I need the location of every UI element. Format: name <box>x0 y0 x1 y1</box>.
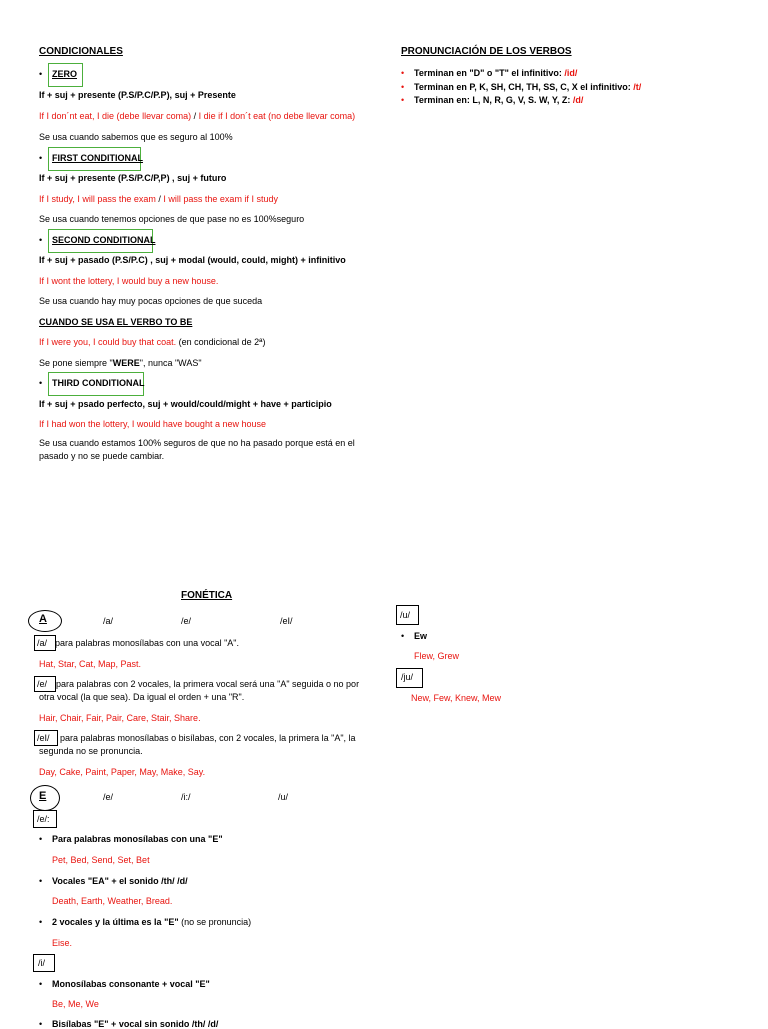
second-label: • SECOND CONDITIONAL <box>52 235 156 245</box>
first-example-a: If I study, I will pass the exam <box>39 194 156 204</box>
u-examples: Flew, Grew <box>414 651 460 661</box>
zero-rule: If + suj + presente (P.S/P.C/P.P), suj + Presente <box>39 90 236 100</box>
zero-example-sep: / <box>191 111 199 121</box>
pronunciacion-item-2 <box>414 82 641 92</box>
e-item-3-bold: 2 vocales y la última es la "E" <box>52 917 179 927</box>
e-tag: /e/ <box>37 679 48 689</box>
zero-example <box>39 111 355 121</box>
letter-e: E <box>39 790 47 802</box>
third-note: Se usa cuando estamos 100% seguros de que no ha pasado porque está en el pasado y no se puede cambiar. <box>39 438 355 461</box>
zero-note: Se usa cuando sabemos que es seguro al 100% <box>39 132 233 142</box>
ei-tag: /eI/ <box>37 733 50 743</box>
condicionales-title: CONDICIONALES <box>39 46 123 57</box>
pronunciacion-item-1-text: Terminan en "D" o "T" el infinitivo: <box>414 68 565 78</box>
first-label: • FIRST CONDITIONAL <box>52 153 143 163</box>
e-item-3-normal: (no se pronuncia) <box>178 917 252 927</box>
pronunciacion-item-2-sound: /t/ <box>633 82 642 92</box>
verb-to-be-example <box>39 337 265 347</box>
e-sound-3: /u/ <box>278 792 289 802</box>
verb-to-be-example-note: (en condicional de 2ª) <box>176 337 266 347</box>
a-sound-2: /e/ <box>181 616 192 626</box>
i-item-2: • Bisílabas "E" + vocal sin sonido /th/ /d/ <box>52 1019 218 1029</box>
i-item-1: • Monosílabas consonante + vocal "E" <box>52 979 210 989</box>
e-sound-1: /e/ <box>103 792 114 802</box>
a-tag: /a/ <box>37 638 48 648</box>
ju-tag: /ju/ <box>401 672 414 682</box>
e-item-2: • Vocales "EA" + el sonido /th/ /d/ <box>52 876 188 886</box>
e-item-1: • Para palabras monosílabas con una "E" <box>52 834 223 844</box>
fonetica-title: FONÉTICA <box>181 590 233 601</box>
verb-to-be-title: CUANDO SE USA EL VERBO TO BE <box>39 317 193 327</box>
e-item-3-examples: Eise. <box>52 938 73 948</box>
third-rule: If + suj + psado perfecto, suj + would/could/might + have + participio <box>39 399 332 409</box>
first-example-sep: / <box>155 194 164 204</box>
second-rule: If + suj + pasado (P.S/P.C) , suj + modal (would, could, might) + infinitivo <box>39 255 346 265</box>
verb-to-be-always-bold: WERE <box>112 358 140 368</box>
ei-examples: Day, Cake, Paint, Paper, May, Make, Say. <box>39 767 206 777</box>
u-item: • Ew <box>414 631 427 641</box>
e-item-2-examples: Death, Earth, Weather, Bread. <box>52 896 173 906</box>
verb-to-be-always-post: ", nunca "WAS" <box>139 358 202 368</box>
third-example: If I had won the lottery, I would have bought a new house <box>39 419 266 429</box>
verb-to-be-always-pre: Se pone siempre " <box>39 358 113 368</box>
a-sound-1: /a/ <box>103 616 114 626</box>
second-note: Se usa cuando hay muy pocas opciones de que suceda <box>39 296 263 306</box>
i-item-1-examples: Be, Me, We <box>52 999 99 1009</box>
third-label: • THIRD CONDITIONAL <box>52 378 145 388</box>
pronunciacion-item-3-sound: /d/ <box>572 95 584 105</box>
pronunciacion-item-1 <box>414 68 577 78</box>
e-item-3 <box>52 917 251 927</box>
u-tag: /u/ <box>400 610 411 620</box>
a-sound-3: /eI/ <box>280 616 293 626</box>
e-examples: Hair, Chair, Fair, Pair, Care, Stair, Share. <box>39 713 201 723</box>
a-text: para palabras monosílabas con una vocal "A". <box>55 638 239 648</box>
zero-example-a: If I don´nt eat, I die (debe llevar coma) <box>39 111 192 121</box>
first-example-b: I will pass the exam if I study <box>163 194 278 204</box>
zero-example-b: I die if I don´t eat (no debe llevar coma) <box>198 111 356 121</box>
ju-examples: New, Few, Knew, Mew <box>411 693 502 703</box>
e-text: para palabras con 2 vocales, la primera vocal será una "A" seguida o no por otra vocal (la que sea). Da igual el orden + una "R". <box>39 679 360 702</box>
letter-a: A <box>39 613 47 625</box>
first-rule: If + suj + presente (P.S/P.C/P,P) , suj + futuro <box>39 173 227 183</box>
pronunciacion-item-2-text: Terminan en P, K, SH, CH, TH, SS, C, X el infinitivo: <box>414 82 634 92</box>
pronunciacion-title: PRONUNCIACIÓN DE LOS VERBOS <box>401 46 572 57</box>
pronunciacion-item-1-sound: /id/ <box>564 68 578 78</box>
first-note: Se usa cuando tenemos opciones de que pase no es 100%seguro <box>39 214 305 224</box>
verb-to-be-example-red: If I were you, I could buy that coat. <box>39 337 177 347</box>
e-colon-tag: /e/: <box>37 814 50 824</box>
e-item-1-examples: Pet, Bed, Send, Set, Bet <box>52 855 150 865</box>
second-example: If I wont the lottery, I would buy a new house. <box>39 276 219 286</box>
first-example <box>39 194 278 204</box>
a-examples: Hat, Star, Cat, Map, Past. <box>39 659 142 669</box>
zero-label: • ZERO <box>52 69 77 79</box>
pronunciacion-item-3-text: Terminan en: L, N, R, G, V, S. W, Y, Z: <box>414 95 573 105</box>
e-sound-2: /i:/ <box>181 792 191 802</box>
pronunciacion-item-3 <box>414 95 583 105</box>
i-tag: /i/ <box>38 958 46 968</box>
verb-to-be-always <box>39 358 202 368</box>
ei-text: para palabras monosílabas o bisílabas, con 2 vocales, la primera la "A", la segunda no se pronuncia. <box>39 733 356 756</box>
